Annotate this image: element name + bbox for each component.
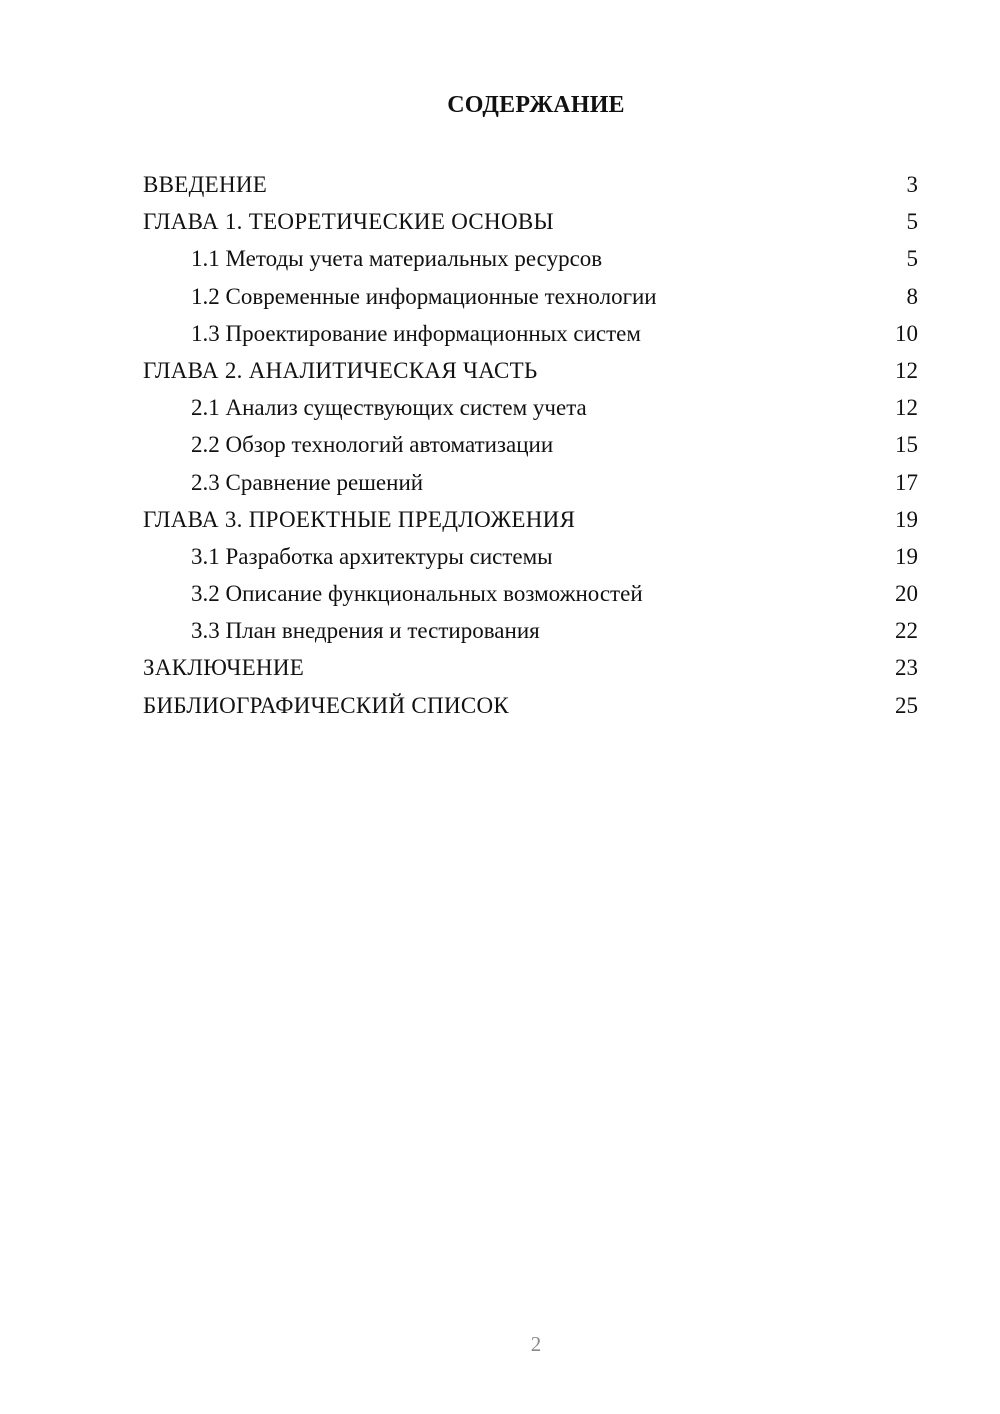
table-of-contents [143,166,918,724]
toc-entry-page: 19 [895,543,918,569]
toc-entry-page: 23 [895,655,918,681]
toc-entry-label: 1.1 Методы учета материальных ресурсов [191,246,603,272]
toc-entry-chapter-3[interactable] [143,501,918,538]
toc-entry-introduction[interactable] [143,166,918,203]
toc-entry-bibliography[interactable] [143,687,918,724]
toc-entry-label: 2.3 Сравнение решений [191,469,424,495]
toc-entry-page: 12 [895,357,918,383]
toc-entry-label: ГЛАВА 1. ТЕОРЕТИЧЕСКИЕ ОСНОВЫ [143,209,554,235]
toc-entry-label: 1.3 Проектирование информационных систем [191,320,641,346]
toc-entry-page: 17 [895,469,918,495]
toc-entry-label: 2.2 Обзор технологий автоматизации [191,432,554,458]
toc-entry-chapter-1[interactable] [143,203,918,240]
toc-entry-section-3-3[interactable] [143,612,918,649]
toc-entry-label: 3.1 Разработка архитектуры системы [191,543,553,569]
toc-entry-label: ГЛАВА 2. АНАЛИТИЧЕСКАЯ ЧАСТЬ [143,357,538,383]
toc-entry-page: 25 [895,692,918,718]
toc-entry-page: 5 [906,209,918,235]
toc-entry-page: 22 [895,618,918,644]
toc-entry-chapter-2[interactable] [143,352,918,389]
toc-entry-section-1-1[interactable] [143,240,918,277]
toc-entry-page: 5 [906,246,918,272]
toc-entry-label: 1.2 Современные информационные технологии [191,283,657,309]
toc-entry-label: БИБЛИОГРАФИЧЕСКИЙ СПИСОК [143,692,510,718]
toc-entry-section-2-2[interactable] [143,426,918,463]
toc-entry-page: 3 [906,172,918,197]
toc-entry-label: ЗАКЛЮЧЕНИЕ [143,655,305,681]
toc-entry-page: 10 [895,320,918,346]
toc-entry-label: ГЛАВА 3. ПРОЕКТНЫЕ ПРЕДЛОЖЕНИЯ [143,506,576,532]
toc-entry-page: 19 [895,506,918,532]
toc-entry-page: 15 [895,432,918,458]
toc-entry-label: 3.2 Описание функциональных возможностей [191,581,643,607]
toc-entry-section-3-2[interactable] [143,575,918,612]
page-number: 2 [530,1332,542,1356]
toc-entry-section-1-2[interactable] [143,278,918,315]
toc-entry-label: ВВЕДЕНИЕ [143,172,268,197]
toc-entry-section-2-1[interactable] [143,389,918,426]
toc-entry-page: 8 [906,283,918,309]
toc-entry-label: 2.1 Анализ существующих систем учета [191,395,587,421]
toc-entry-section-3-1[interactable] [143,538,918,575]
toc-entry-conclusion[interactable] [143,649,918,686]
toc-entry-section-1-3[interactable] [143,315,918,352]
toc-title: СОДЕРЖАНИЕ [447,92,625,118]
toc-entry-page: 20 [895,581,918,607]
toc-entry-section-2-3[interactable] [143,464,918,501]
toc-entry-page: 12 [895,395,918,421]
toc-entry-label: 3.3 План внедрения и тестирования [191,618,540,644]
